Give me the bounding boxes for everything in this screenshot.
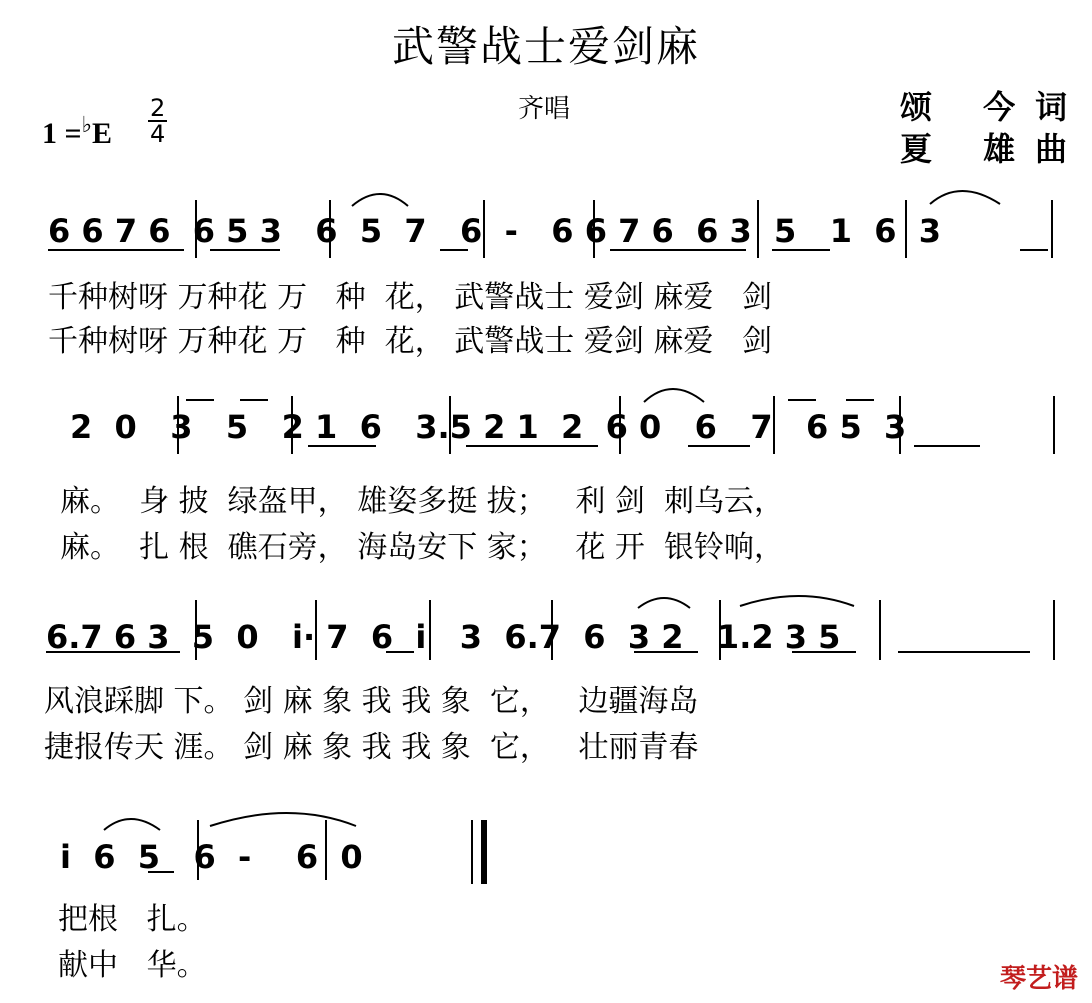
time-denominator: 4 (150, 120, 166, 148)
song-title: 武警战士爱剑麻 (391, 22, 700, 71)
lyrics-row-3-verse-2: 捷报传天 涯。 剑 麻 象 我 我 象 它， 壮丽青春 (44, 730, 699, 765)
lyrics-row-3-verse-1: 风浪踩脚 下。 剑 麻 象 我 我 象 它， 边疆海岛 (44, 684, 699, 719)
watermark-logo (1000, 958, 1078, 995)
lyrics-row-1-verse-1: 千种树呀 万种花 万 种 花， 武警战士 爱剑 麻爱 剑 (48, 280, 772, 315)
notation-row-4: i 6 5 6 - 6 0 (60, 838, 363, 876)
slur (638, 598, 690, 608)
notation-row-3: 6.7 6 3 5 0 i· 7 6 i 3 6.7 6 3 2 1.2 3 5 (46, 618, 841, 656)
slur (644, 389, 704, 402)
composer-credit: 夏 雄曲 (900, 130, 1088, 168)
notation-row-2: 2 0 3 5 2 1 6 3.5 2 1 2 6 0 6 7 6 5 3 (70, 408, 907, 446)
lyrics-row-4-verse-1: 把根 扎。 (58, 902, 207, 937)
lyrics-row-2-verse-1: 麻。 身 披 绿盔甲， 雄姿多挺 拔； 利 剑 刺乌云， (60, 484, 784, 519)
slur (352, 194, 408, 206)
performance-style: 齐唱 (518, 94, 571, 124)
slur (740, 596, 854, 606)
lyricist-credit: 颂 今词 (900, 88, 1088, 126)
slur (210, 813, 356, 826)
watermark-text: 琴艺谱 (999, 964, 1078, 994)
slur (104, 819, 160, 830)
slur (930, 191, 1000, 204)
lyrics-row-1-verse-2: 千种树呀 万种花 万 种 花， 武警战士 爱剑 麻爱 剑 (48, 324, 772, 359)
key-prefix: 1 = (42, 117, 82, 150)
notation-row-1: 6 6 7 6 6 5 3 6 5 7 6 - 6 6 7 6 6 3 5 1 6 3 (48, 212, 942, 250)
lyrics-row-2-verse-2: 麻。 扎 根 礁石旁， 海岛安下 家； 花 开 银铃响， (60, 530, 784, 565)
flat-sign: ♭ (81, 112, 92, 137)
key-note: E (92, 117, 113, 150)
lyrics-row-4-verse-2: 献中 华。 (58, 948, 207, 983)
time-numerator: 2 (150, 94, 166, 122)
